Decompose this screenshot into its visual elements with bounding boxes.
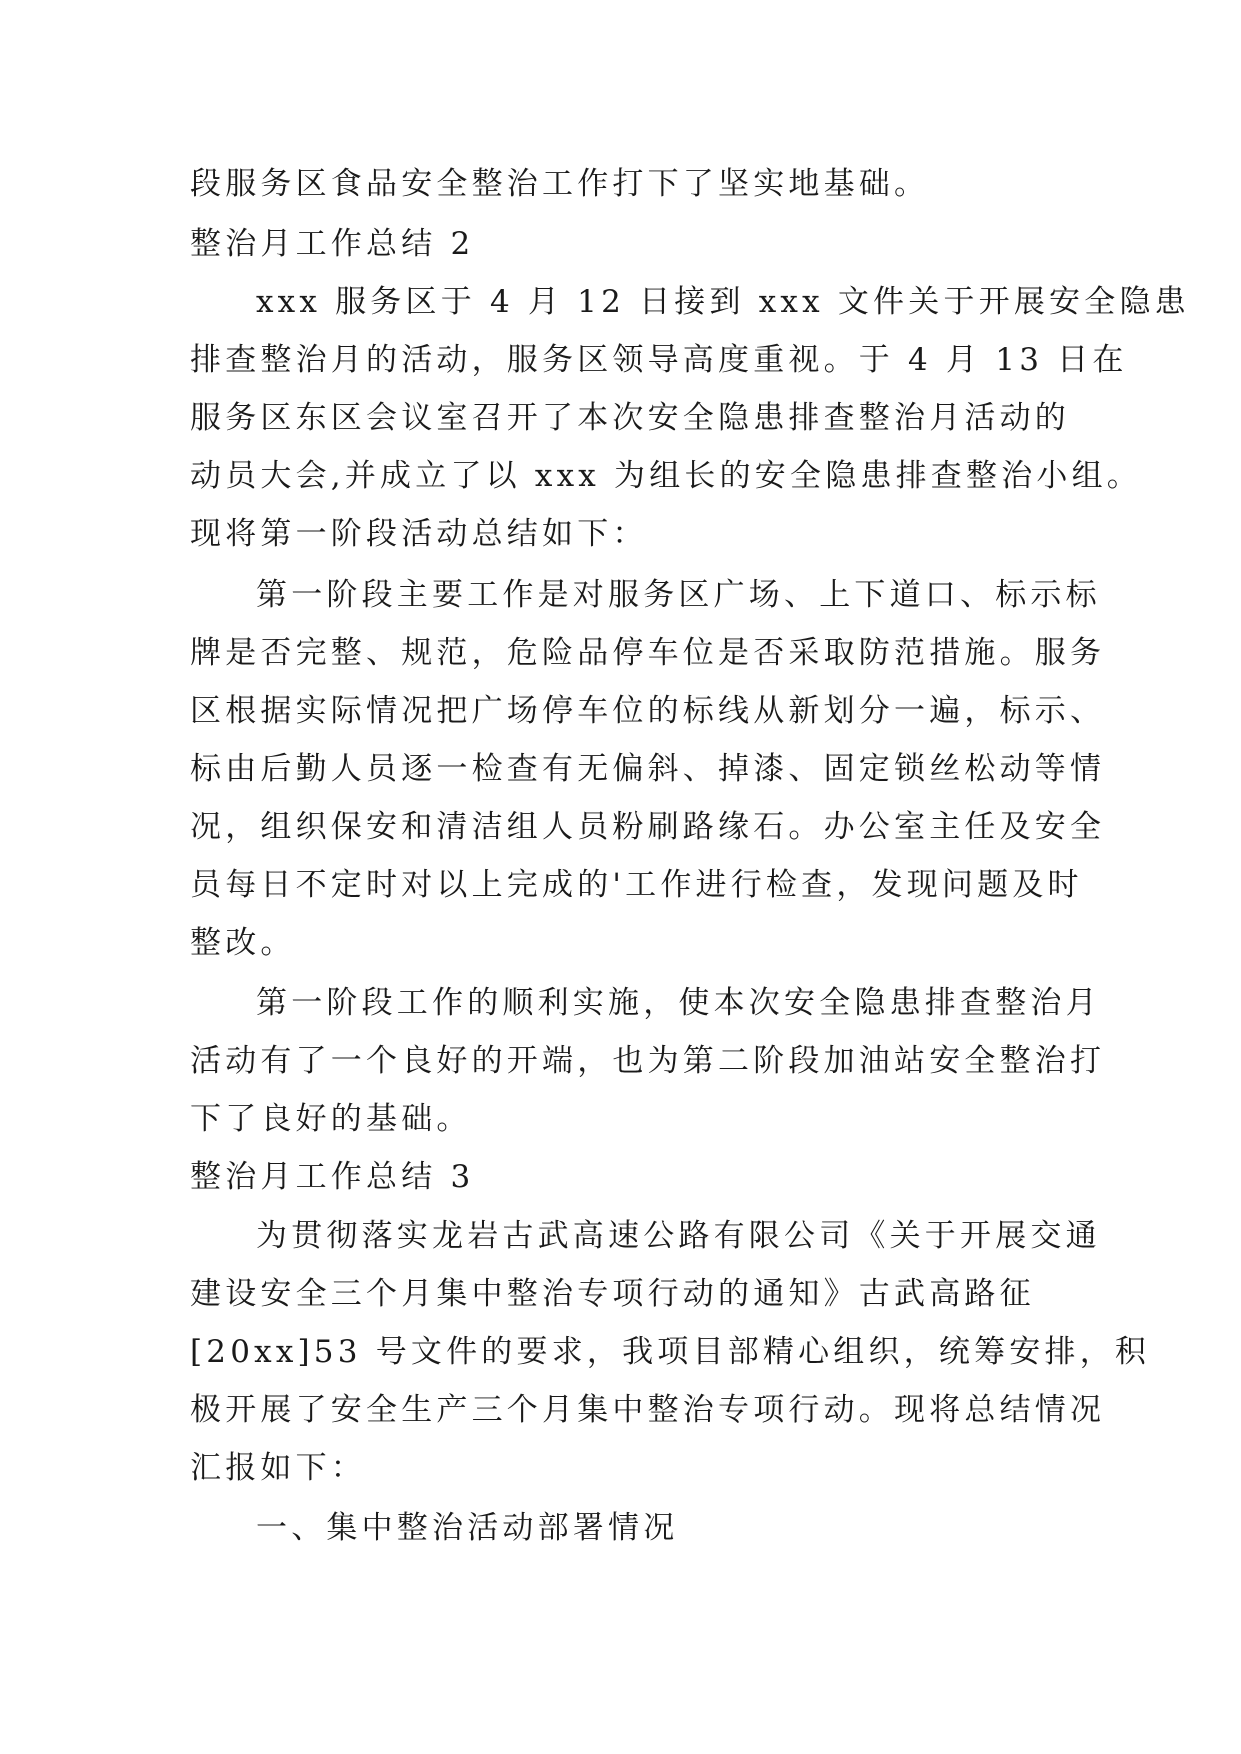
text-line: 区根据实际情况把广场停车位的标线从新划分一遍，标示、	[190, 693, 1106, 729]
subsection-heading: 一、集中整治活动部署情况	[256, 1510, 679, 1546]
text-line: 下了良好的基础。	[190, 1101, 472, 1137]
text-line: 牌是否完整、规范，危险品停车位是否采取防范措施。服务	[190, 635, 1106, 671]
section-heading: 整治月工作总结 3	[190, 1159, 475, 1195]
paragraph-first-line: xxx 服务区于 4 月 12 日接到 xxx 文件关于开展安全隐患	[256, 284, 1190, 320]
paragraph-first-line: 第一阶段工作的顺利实施，使本次安全隐患排查整治月	[256, 985, 1101, 1021]
paragraph-first-line: 第一阶段主要工作是对服务区广场、上下道口、标示标	[256, 577, 1101, 613]
text-line: 汇报如下：	[190, 1450, 366, 1486]
text-line: [20xx]53 号文件的要求，我项目部精心组织，统筹安排，积	[190, 1334, 1151, 1370]
text-line: 段服务区食品安全整治工作打下了坚实地基础。	[190, 166, 930, 202]
text-line: 排查整治月的活动，服务区领导高度重视。于 4 月 13 日在	[190, 342, 1128, 378]
text-line: 服务区东区会议室召开了本次安全隐患排查整治月活动的	[190, 400, 1070, 436]
paragraph-first-line: 为贯彻落实龙岩古武高速公路有限公司《关于开展交通	[256, 1218, 1101, 1254]
text-line: 活动有了一个良好的开端，也为第二阶段加油站安全整治打	[190, 1043, 1106, 1079]
text-line: 动员大会,并成立了以 xxx 为组长的安全隐患排查整治小组。	[190, 458, 1143, 494]
text-line: 整改。	[190, 925, 296, 961]
section-heading: 整治月工作总结 2	[190, 226, 475, 262]
text-line: 标由后勤人员逐一检查有无偏斜、掉漆、固定锁丝松动等情	[190, 751, 1106, 787]
text-line: 况，组织保安和清洁组人员粉刷路缘石。办公室主任及安全	[190, 809, 1106, 845]
text-line: 建设安全三个月集中整治专项行动的通知》古武高路征	[190, 1276, 1035, 1312]
text-line: 极开展了安全生产三个月集中整治专项行动。现将总结情况	[190, 1392, 1106, 1428]
text-line: 员每日不定时对以上完成的'工作进行检查，发现问题及时	[190, 867, 1083, 903]
text-line: 现将第一阶段活动总结如下：	[190, 516, 648, 552]
